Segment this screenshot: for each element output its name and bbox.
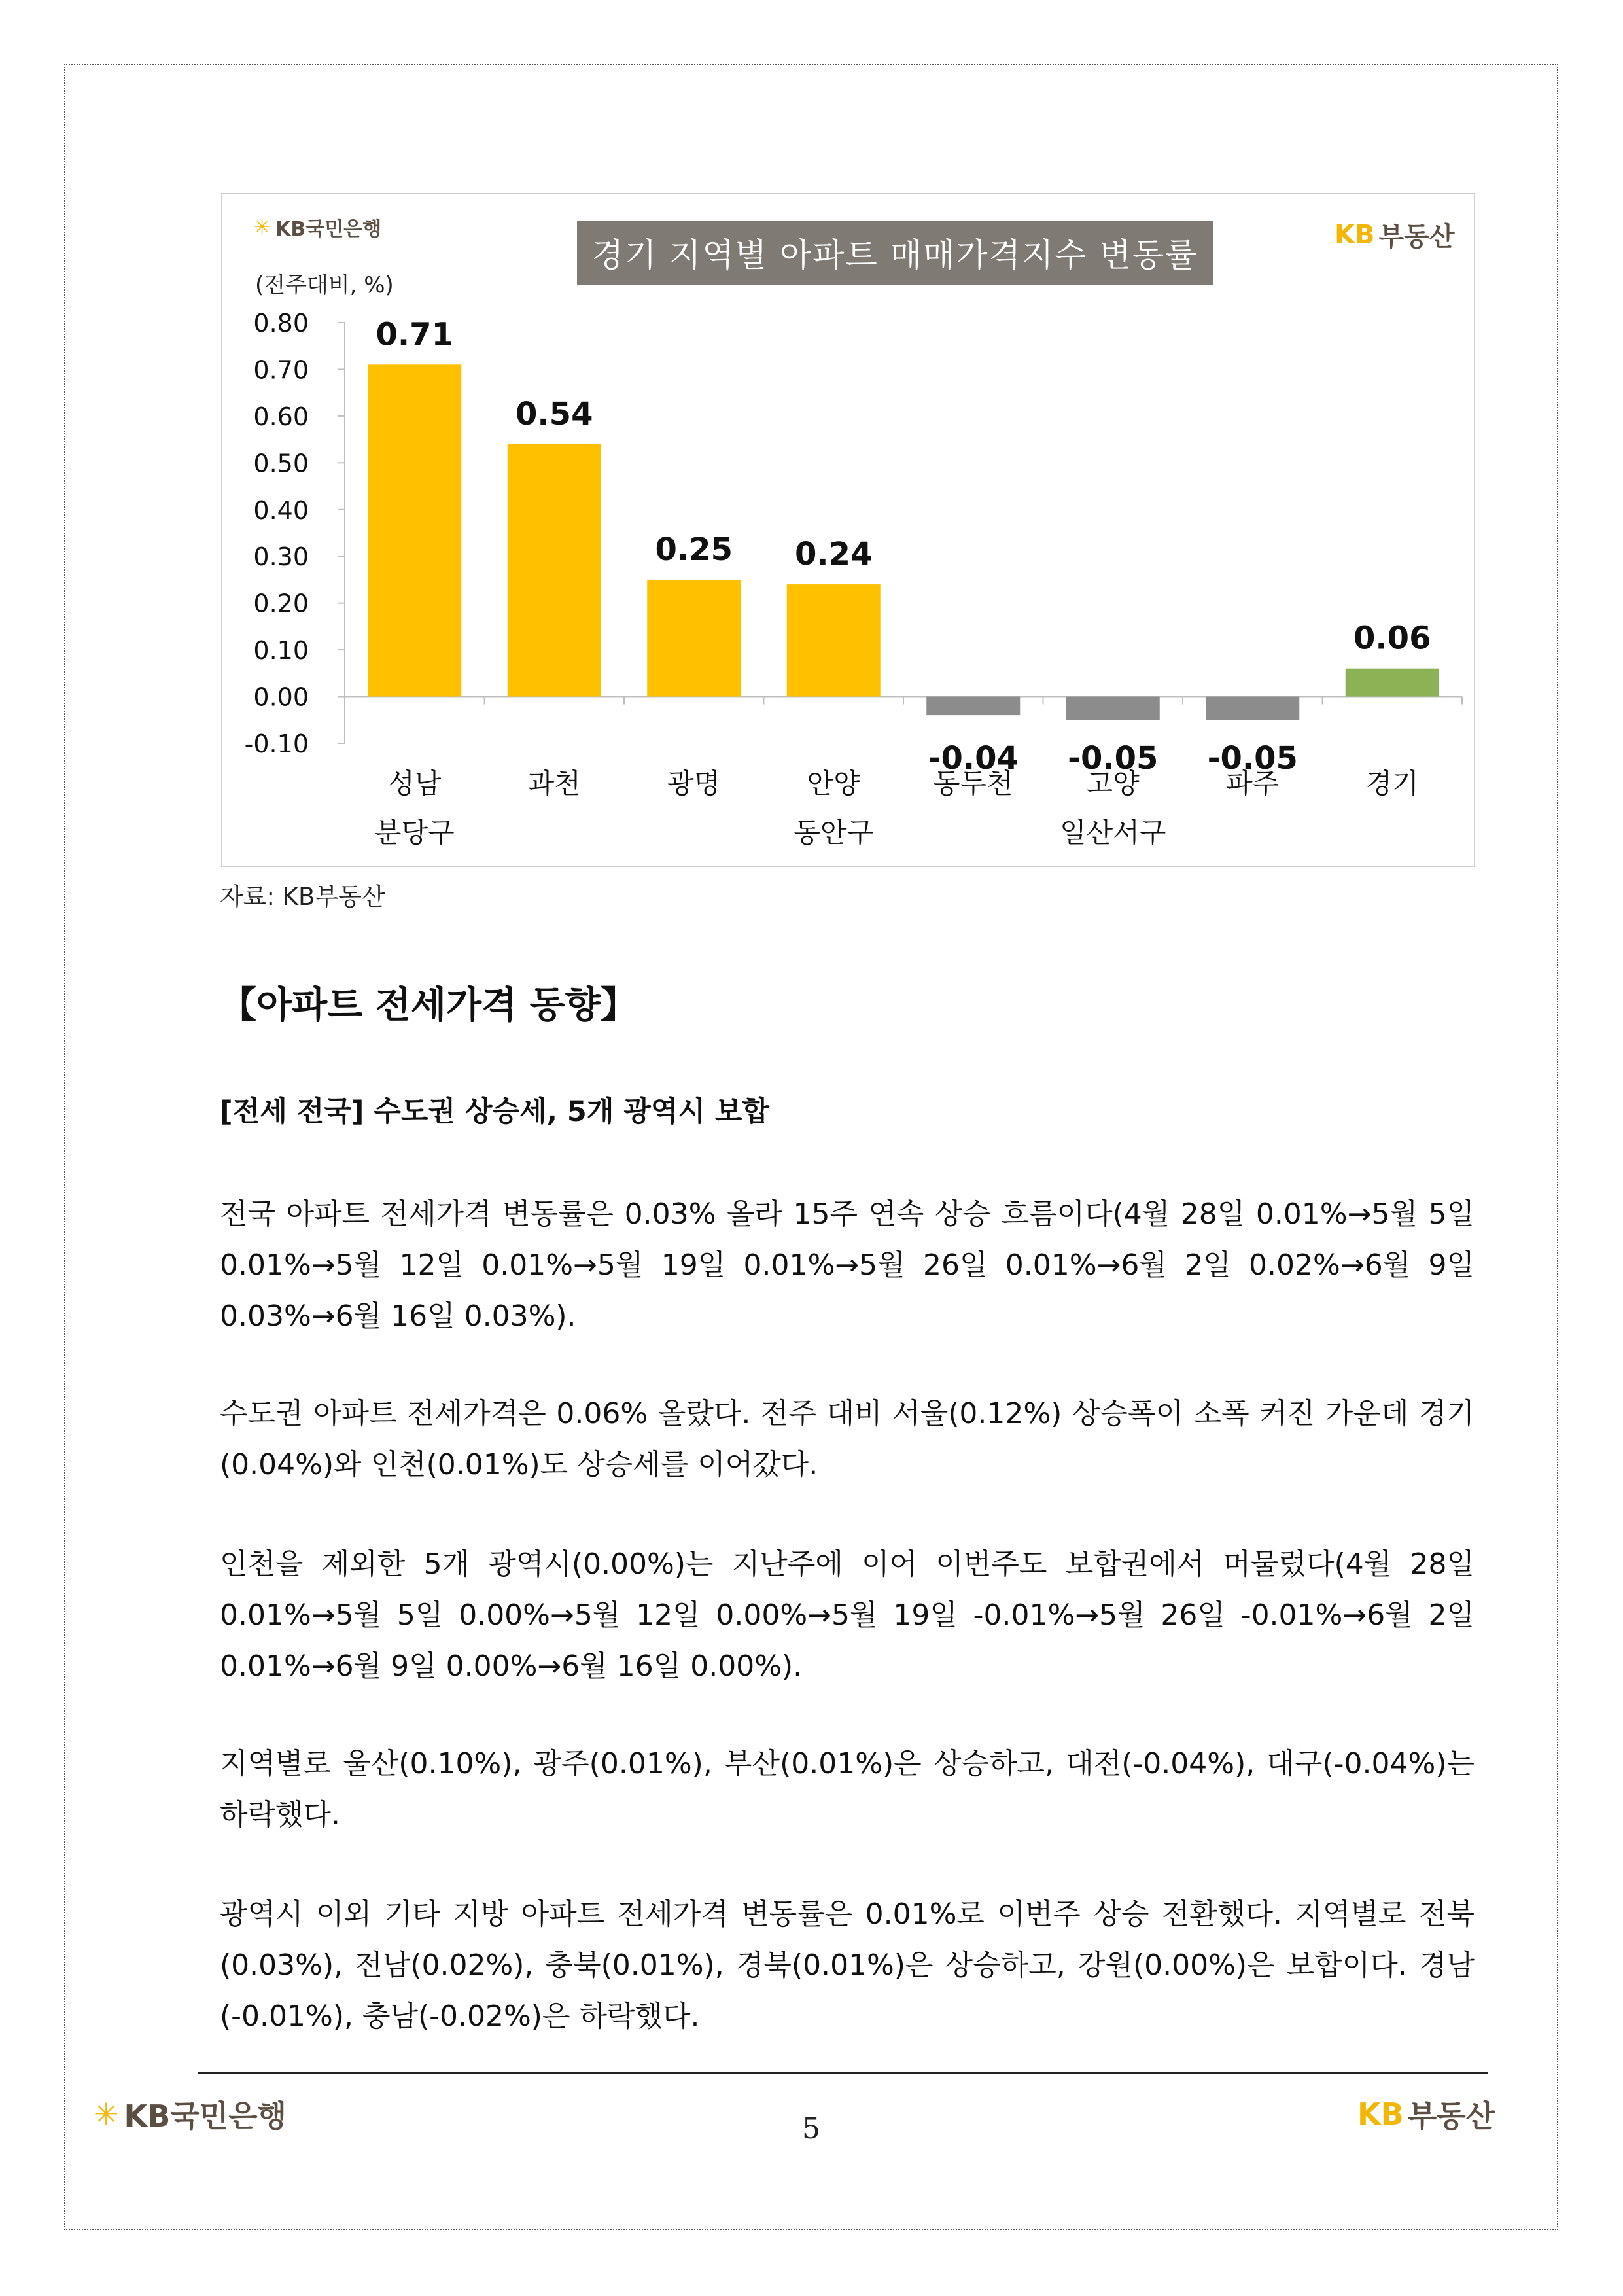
brand-kb-text: KB xyxy=(1335,219,1375,250)
data-label: 0.71 xyxy=(375,316,453,353)
category-sublabel: 분당구 xyxy=(374,817,455,849)
category-label: 동두천 xyxy=(933,768,1013,800)
bar xyxy=(1066,697,1160,720)
category-sublabel: 동안구 xyxy=(794,817,874,849)
y-tick-label: 0.80 xyxy=(253,309,309,338)
category-label: 성남 xyxy=(388,768,442,800)
data-label: 0.24 xyxy=(795,536,873,573)
bar xyxy=(1206,697,1299,720)
y-tick-label: 0.40 xyxy=(253,495,309,525)
page-number: 5 xyxy=(802,2112,820,2146)
brand-name-text: 부동산 xyxy=(1378,222,1455,252)
section-title: 【아파트 전세가격 동향】 xyxy=(220,984,637,1027)
category-sublabel: 일산서구 xyxy=(1060,817,1166,849)
paragraph-metro-regions: 지역별로 울산(0.10%), 광주(0.01%), 부산(0.01%)은 상승하고, 대전(-0.04%), 대구(-0.04%)는 하락했다. xyxy=(220,1747,1475,1831)
kb-star-icon: ✳ xyxy=(94,2096,119,2132)
kb-star-icon: ✳ xyxy=(254,215,271,239)
y-tick-label: 0.70 xyxy=(253,355,309,385)
y-tick-label: 0.50 xyxy=(253,449,309,478)
category-label: 과천 xyxy=(527,768,581,800)
data-label: 0.06 xyxy=(1353,620,1431,657)
y-tick-label: 0.60 xyxy=(253,402,309,431)
bar xyxy=(1346,669,1439,697)
chart-bank-logo-text: KB국민은행 xyxy=(275,218,382,241)
category-label: 광명 xyxy=(667,768,721,800)
chart-source: 자료: KB부동산 xyxy=(220,883,385,911)
y-tick-label: 0.30 xyxy=(253,542,309,572)
paragraph-national: 전국 아파트 전세가격 변동률은 0.03% 올라 15주 연속 상승 흐름이다(4월 28일 0.01%→5월 5일 0.01%→5월 12일 0.01%→5월 19일 0.01%→5월 26일 0.01%→6월 2일 0.02%→6월 9일 0.03%→6월 16일 0.03%). xyxy=(220,1197,1475,1333)
bar xyxy=(787,584,881,696)
data-label: -0.05 xyxy=(1207,740,1298,777)
data-label: -0.05 xyxy=(1068,740,1159,777)
category-label: 안양 xyxy=(807,768,860,800)
y-tick-label: 0.10 xyxy=(253,636,309,665)
bar xyxy=(647,580,741,697)
category-label: 파주 xyxy=(1226,768,1280,800)
footer-bank-logo-text: KB국민은행 xyxy=(124,2098,287,2134)
data-label: 0.54 xyxy=(515,395,593,433)
bar xyxy=(926,697,1020,716)
y-tick-label: 0.20 xyxy=(253,589,309,618)
bar xyxy=(368,364,461,696)
data-label: 0.25 xyxy=(655,531,733,568)
category-label: 경기 xyxy=(1365,768,1419,800)
bar xyxy=(508,444,601,697)
footer-brand-name-text: 부동산 xyxy=(1407,2098,1495,2134)
footer-divider xyxy=(198,2072,1488,2074)
category-label: 고양 xyxy=(1086,768,1140,800)
y-tick-label: 0.00 xyxy=(253,682,309,712)
paragraph-other-regions: 광역시 이외 기타 지방 아파트 전세가격 변동률은 0.01%로 이번주 상승 전환했다. 지역별로 전북(0.03%), 전남(0.02%), 충북(0.01%), 경북(0.01%)은 상승하고, 강원(0.00%)은 보합이다. 경남(-0.01%), 충남(-0.02%)은 하락했다. xyxy=(220,1898,1475,2033)
footer-brand-logo xyxy=(1357,2093,1495,2136)
chart-title: 경기 지역별 아파트 매매가격지수 변동률 xyxy=(577,221,1213,285)
chart-unit-label: (전주대비, %) xyxy=(255,272,394,298)
paragraph-metro-cities: 인천을 제외한 5개 광역시(0.00%)는 지난주에 이어 이번주도 보합권에서 머물렀다(4월 28일 0.01%→5월 5일 0.00%→5월 12일 0.00%→5월 19일 -0.01%→5월 26일 -0.01%→6월 2일 0.01%→6월 9일 0.00%→6월 16일 0.00%). xyxy=(220,1547,1475,1683)
footer-bank-logo xyxy=(94,2093,287,2136)
footer-brand-kb-text: KB xyxy=(1357,2096,1404,2132)
section-subhead: [전세 전국] 수도권 상승세, 5개 광역시 보합 xyxy=(220,1095,769,1128)
paragraph-capital-area: 수도권 아파트 전세가격은 0.06% 올랐다. 전주 대비 서울(0.12%) 상승폭이 소폭 커진 가운데 경기(0.04%)와 인천(0.01%)도 상승세를 이어갔다. xyxy=(220,1397,1475,1481)
y-tick-label: -0.10 xyxy=(244,730,309,758)
data-label: -0.04 xyxy=(928,740,1019,777)
bar-chart xyxy=(0,0,1623,870)
